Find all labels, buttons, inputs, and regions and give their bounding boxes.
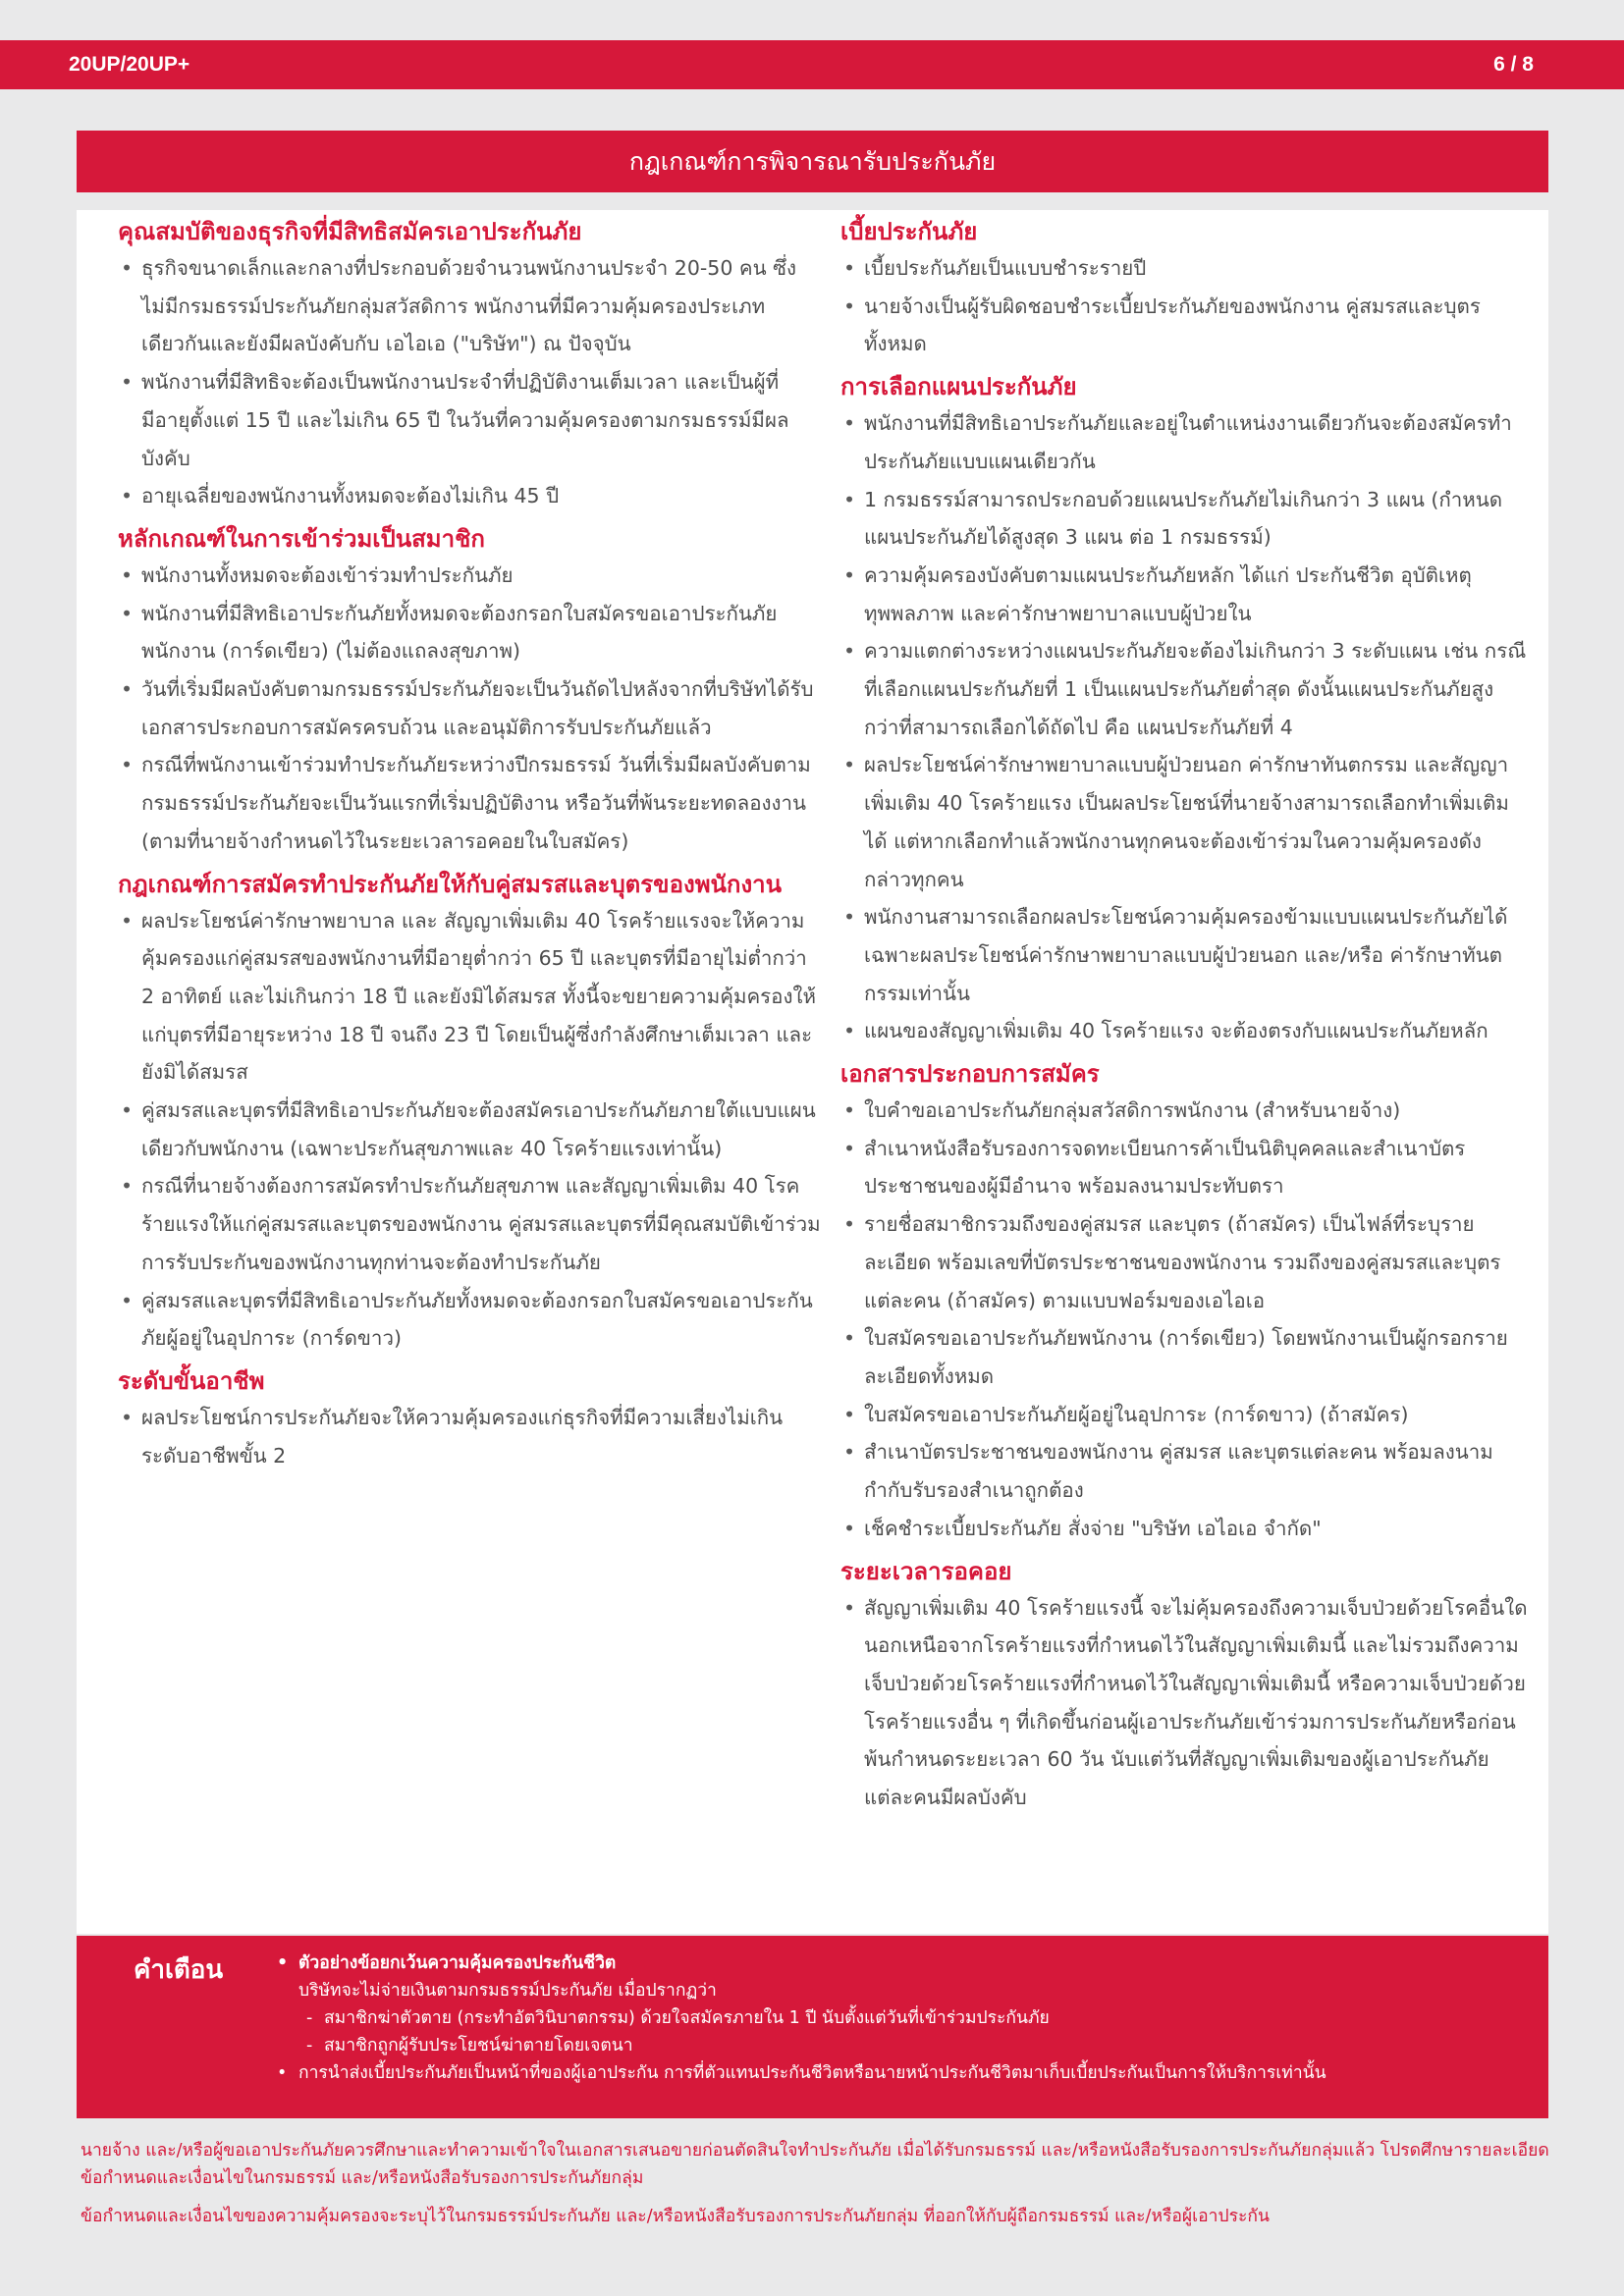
top-bar <box>0 40 1624 89</box>
bullet-item: • ธุรกิจขนาดเล็กและกลางที่ประกอบด้วยจำนวนพนักงานประจำ 20-50 คน ซึ่งไม่มีกรมธรรม์ประกันภัยกลุ่มสวัสดิการ พนักงานที่มีความคุ้มครองประเภทเดียวกันและยังมีผลบังคับกับ เอไอเอ ("บริษัท") ณ ปัจจุบัน <box>118 249 821 363</box>
bullet-item: • เช็คชำระเบี้ยประกันภัย สั่งจ่าย "บริษัท เอไอเอ จำกัด" <box>840 1510 1528 1548</box>
bullet-item: • กรณีที่นายจ้างต้องการสมัครทำประกันภัยสุขภาพ และสัญญาเพิ่มเติม 40 โรคร้ายแรงให้แก่คู่สมรสและบุตรของพนักงาน คู่สมรสและบุตรที่มีคุณสมบัติเข้าร่วมการรับประกันของพนักงานทุกท่านจะต้องทำประกันภัย <box>118 1167 821 1281</box>
bullet-item: • พนักงานที่มีสิทธิเอาประกันภัยทั้งหมดจะต้องกรอกใบสมัครขอเอาประกันภัยพนักงาน (การ์ดเขียว) (ไม่ต้องแถลงสุขภาพ) <box>118 595 821 670</box>
bullet-item: • พนักงานที่มีสิทธิเอาประกันภัยและอยู่ในตำแหน่งงานเดียวกันจะต้องสมัครทำประกันภัยแบบแผนเดียวกัน <box>840 404 1528 480</box>
bullet-item: • พนักงานทั้งหมดจะต้องเข้าร่วมทำประกันภัย <box>118 557 821 595</box>
warning-body <box>273 1949 1530 2087</box>
product-code: 20UP/20UP+ <box>69 53 190 76</box>
section-title: กฎเกณฑ์การสมัครทำประกันภัยให้กับคู่สมรสและบุตรของพนักงาน <box>118 870 783 898</box>
section-title: เอกสารประกอบการสมัคร <box>840 1060 1100 1089</box>
section-title: เบี้ยประกันภัย <box>840 218 978 245</box>
exclusion-intro: บริษัทจะไม่จ่ายเงินตามกรมธรรม์ประกันภัย เมื่อปรากฏว่า <box>298 1981 717 2001</box>
agent-note: • การนำส่งเบี้ยประกันภัยเป็นหน้าที่ของผู้เอาประกัน การที่ตัวแทนประกันชีวิตหรือนายหน้าประกันชีวิตมาเก็บเบี้ยประกันเป็นการให้บริการเท่านั้น <box>273 2059 1530 2087</box>
bullet-list <box>840 249 1528 363</box>
right-column <box>840 210 1528 1817</box>
bullet-list <box>118 249 821 515</box>
left-column <box>118 210 821 1474</box>
section-title: คุณสมบัติของธุรกิจที่มีสิทธิสมัครเอาประกันภัย <box>118 218 582 245</box>
exclusion-heading: • ตัวอย่างข้อยกเว้นความคุ้มครองประกันชีวิต <box>273 1949 1530 1977</box>
bullet-list <box>118 1399 821 1474</box>
bullet-item: • ใบสมัครขอเอาประกันภัยผู้อยู่ในอุปการะ (การ์ดขาว) (ถ้าสมัคร) <box>840 1396 1528 1434</box>
bullet-item: • ผลประโยชน์การประกันภัยจะให้ความคุ้มครองแก่ธุรกิจที่มีความเสี่ยงไม่เกินระดับอาชีพขั้น 2 <box>118 1399 821 1474</box>
bullet-item: • ใบสมัครขอเอาประกันภัยพนักงาน (การ์ดเขียว) โดยพนักงานเป็นผู้กรอกรายละเอียดทั้งหมด <box>840 1319 1528 1395</box>
bullet-list <box>118 557 821 861</box>
content-panel <box>77 210 1548 1934</box>
bullet-item: • นายจ้างเป็นผู้รับผิดชอบชำระเบี้ยประกันภัยของพนักงาน คู่สมรสและบุตรทั้งหมด <box>840 288 1528 363</box>
bullet-list <box>118 902 821 1358</box>
bullet-item: • เบี้ยประกันภัยเป็นแบบชำระรายปี <box>840 249 1528 288</box>
bullet-item: • สำเนาหนังสือรับรองการจดทะเบียนการค้าเป็นนิติบุคคลและสำเนาบัตรประชาชนของผู้มีอำนาจ พร้อมลงนามประทับตรา <box>840 1130 1528 1205</box>
section-title: ระยะเวลารอคอย <box>840 1557 1012 1585</box>
bullet-item: • ใบคำขอเอาประกันภัยกลุ่มสวัสดิการพนักงาน (สำหรับนายจ้าง) <box>840 1092 1528 1130</box>
section-title: หลักเกณฑ์ในการเข้าร่วมเป็นสมาชิก <box>118 524 485 553</box>
bullet-item: • วันที่เริ่มมีผลบังคับตามกรมธรรม์ประกันภัยจะเป็นวันถัดไปหลังจากที่บริษัทได้รับเอกสารประกอบการสมัครครบถ้วน และอนุมัติการรับประกันภัยแล้ว <box>118 670 821 746</box>
bullet-item: • 1 กรมธรรม์สามารถประกอบด้วยแผนประกันภัยไม่เกินกว่า 3 แผน (กำหนดแผนประกันภัยได้สูงสุด 3 แผน ต่อ 1 กรมธรรม์) <box>840 481 1528 557</box>
bullet-item: • รายชื่อสมาชิกรวมถึงของคู่สมรส และบุตร (ถ้าสมัคร) เป็นไฟล์ที่ระบุรายละเอียด พร้อมเลขที่บัตรประชาชนของพนักงาน รวมถึงของคู่สมรสและบุตรแต่ละคน (ถ้าสมัคร) ตามแบบฟอร์มของเอไอเอ <box>840 1205 1528 1319</box>
section-header-title: กฎเกณฑ์การพิจารณารับประกันภัย <box>628 146 997 176</box>
page-number: 6 / 8 <box>1493 53 1534 76</box>
bullet-item: • คู่สมรสและบุตรที่มีสิทธิเอาประกันภัยจะต้องสมัครเอาประกันภัยภายใต้แบบแผนเดียวกับพนักงาน (เฉพาะประกันสุขภาพและ 40 โรคร้ายแรงเท่านั้น) <box>118 1092 821 1167</box>
bullet-list <box>840 404 1528 1050</box>
footnote-study: นายจ้าง และ/หรือผู้ขอเอาประกันภัยควรศึกษาและทำความเข้าใจในเอกสารเสนอขายก่อนตัดสินใจทำประกันภัย เมื่อได้รับกรมธรรม์ และ/หรือหนังสือรับรองการประกันภัยกลุ่มแล้ว โปรดศึกษารายละเอียด ข้อกำหนดและเงื่อนไขในกรมธรรม์ และ/หรือหนังสือรับรองการประกันภัยกลุ่ม <box>81 2141 1549 2188</box>
warning-box <box>77 1936 1548 2118</box>
section-title: การเลือกแผนประกันภัย <box>840 373 1077 401</box>
exclusion-item: - สมาชิกฆ่าตัวตาย (กระทำอัตวินิบาตกรรม) ด้วยใจสมัครภายใน 1 ปี นับตั้งแต่วันที่เข้าร่วมประกันภัย <box>273 2004 1530 2032</box>
bullet-list <box>840 1589 1528 1817</box>
section-title: ระดับขั้นอาชีพ <box>118 1366 265 1395</box>
bullet-item: • ความแตกต่างระหว่างแผนประกันภัยจะต้องไม่เกินกว่า 3 ระดับแผน เช่น กรณีที่เลือกแผนประกันภัยที่ 1 เป็นแผนประกันภัยต่ำสุด ดังนั้นแผนประกันภัยสูงกว่าที่สามารถเลือกได้ถัดไป คือ แผนประกันภัยที่ 4 <box>840 632 1528 746</box>
warning-title: คำเตือน <box>134 1955 224 1985</box>
bullet-item: • สัญญาเพิ่มเติม 40 โรคร้ายแรงนี้ จะไม่คุ้มครองถึงความเจ็บป่วยด้วยโรคอื่นใดนอกเหนือจากโรคร้ายแรงที่กำหนดไว้ในสัญญาเพิ่มเติมนี้ และไม่รวมถึงความเจ็บป่วยด้วยโรคร้ายแรงที่กำหนดไว้ในสัญญาเพิ่มเติมนี้ หรือความเจ็บป่วยด้วยโรคร้ายแรงอื่น ๆ ที่เกิดขึ้นก่อนผู้เอาประกันภัยเข้าร่วมการประกันภัยหรือก่อนพ้นกำหนดระยะเวลา 60 วัน นับแต่วันที่สัญญาเพิ่มเติมของผู้เอาประกันภัยแต่ละคนมีผลบังคับ <box>840 1589 1528 1817</box>
exclusion-item: - สมาชิกถูกผู้รับประโยชน์ฆ่าตายโดยเจตนา <box>273 2032 1530 2059</box>
bullet-item: • พนักงานสามารถเลือกผลประโยชน์ความคุ้มครองข้ามแบบแผนประกันภัยได้เฉพาะผลประโยชน์ค่ารักษาพยาบาลแบบผู้ป่วยนอก และ/หรือ ค่ารักษาทันตกรรมเท่านั้น <box>840 898 1528 1012</box>
section-header <box>77 131 1548 192</box>
bullet-item: • ผลประโยชน์ค่ารักษาพยาบาล และ สัญญาเพิ่มเติม 40 โรคร้ายแรงจะให้ความคุ้มครองแก่คู่สมรสของพนักงานที่มีอายุต่ำกว่า 65 ปี และบุตรที่มีอายุไม่ต่ำกว่า 2 อาทิตย์ และไม่เกินกว่า 18 ปี และยังมิได้สมรส ทั้งนี้จะขยายความคุ้มครองให้แก่บุตรที่มีอายุระหว่าง 18 ปี จนถึง 23 ปี โดยเป็นผู้ซึ่งกำลังศึกษาเต็มเวลา และยังมิได้สมรส <box>118 902 821 1093</box>
bullet-item: • กรณีที่พนักงานเข้าร่วมทำประกันภัยระหว่างปีกรมธรรม์ วันที่เริ่มมีผลบังคับตามกรมธรรม์ประกันภัยจะเป็นวันแรกที่เริ่มปฏิบัติงาน หรือวันที่พ้นระยะทดลองงาน (ตามที่นายจ้างกำหนดไว้ในระยะเวลารอคอยในใบสมัคร) <box>118 746 821 860</box>
bullet-item: • ความคุ้มครองบังคับตามแผนประกันภัยหลัก ได้แก่ ประกันชีวิต อุบัติเหตุ ทุพพลภาพ และค่ารักษาพยาบาลแบบผู้ป่วยใน <box>840 557 1528 632</box>
bullet-item: • คู่สมรสและบุตรที่มีสิทธิเอาประกันภัยทั้งหมดจะต้องกรอกใบสมัครขอเอาประกันภัยผู้อยู่ในอุปการะ (การ์ดขาว) <box>118 1282 821 1358</box>
bullet-list <box>840 1092 1528 1547</box>
bullet-item: • แผนของสัญญาเพิ่มเติม 40 โรคร้ายแรง จะต้องตรงกับแผนประกันภัยหลัก <box>840 1012 1528 1050</box>
bullet-item: • สำเนาบัตรประชาชนของพนักงาน คู่สมรส และบุตรแต่ละคน พร้อมลงนามกำกับรับรองสำเนาถูกต้อง <box>840 1433 1528 1509</box>
bullet-item: • อายุเฉลี่ยของพนักงานทั้งหมดจะต้องไม่เกิน 45 ปี <box>118 477 821 515</box>
bullet-item: • พนักงานที่มีสิทธิจะต้องเป็นพนักงานประจำที่ปฏิบัติงานเต็มเวลา และเป็นผู้ที่มีอายุตั้งแต่ 15 ปี และไม่เกิน 65 ปี ในวันที่ความคุ้มครองตามกรมธรรม์มีผลบังคับ <box>118 363 821 477</box>
bullet-item: • ผลประโยชน์ค่ารักษาพยาบาลแบบผู้ป่วยนอก ค่ารักษาทันตกรรม และสัญญาเพิ่มเติม 40 โรคร้ายแรง เป็นผลประโยชน์ที่นายจ้างสามารถเลือกทำเพิ่มเติมได้ แต่หากเลือกทำแล้วพนักงานทุกคนจะต้องเข้าร่วมในความคุ้มครองดังกล่าวทุกคน <box>840 746 1528 898</box>
footnote-conditions: ข้อกำหนดและเงื่อนไขของความคุ้มครองจะระบุไว้ในกรมธรรม์ประกันภัย และ/หรือหนังสือรับรองการประกันภัยกลุ่ม ที่ออกให้กับผู้ถือกรมธรรม์ และ/หรือผู้เอาประกัน <box>81 2207 1270 2226</box>
